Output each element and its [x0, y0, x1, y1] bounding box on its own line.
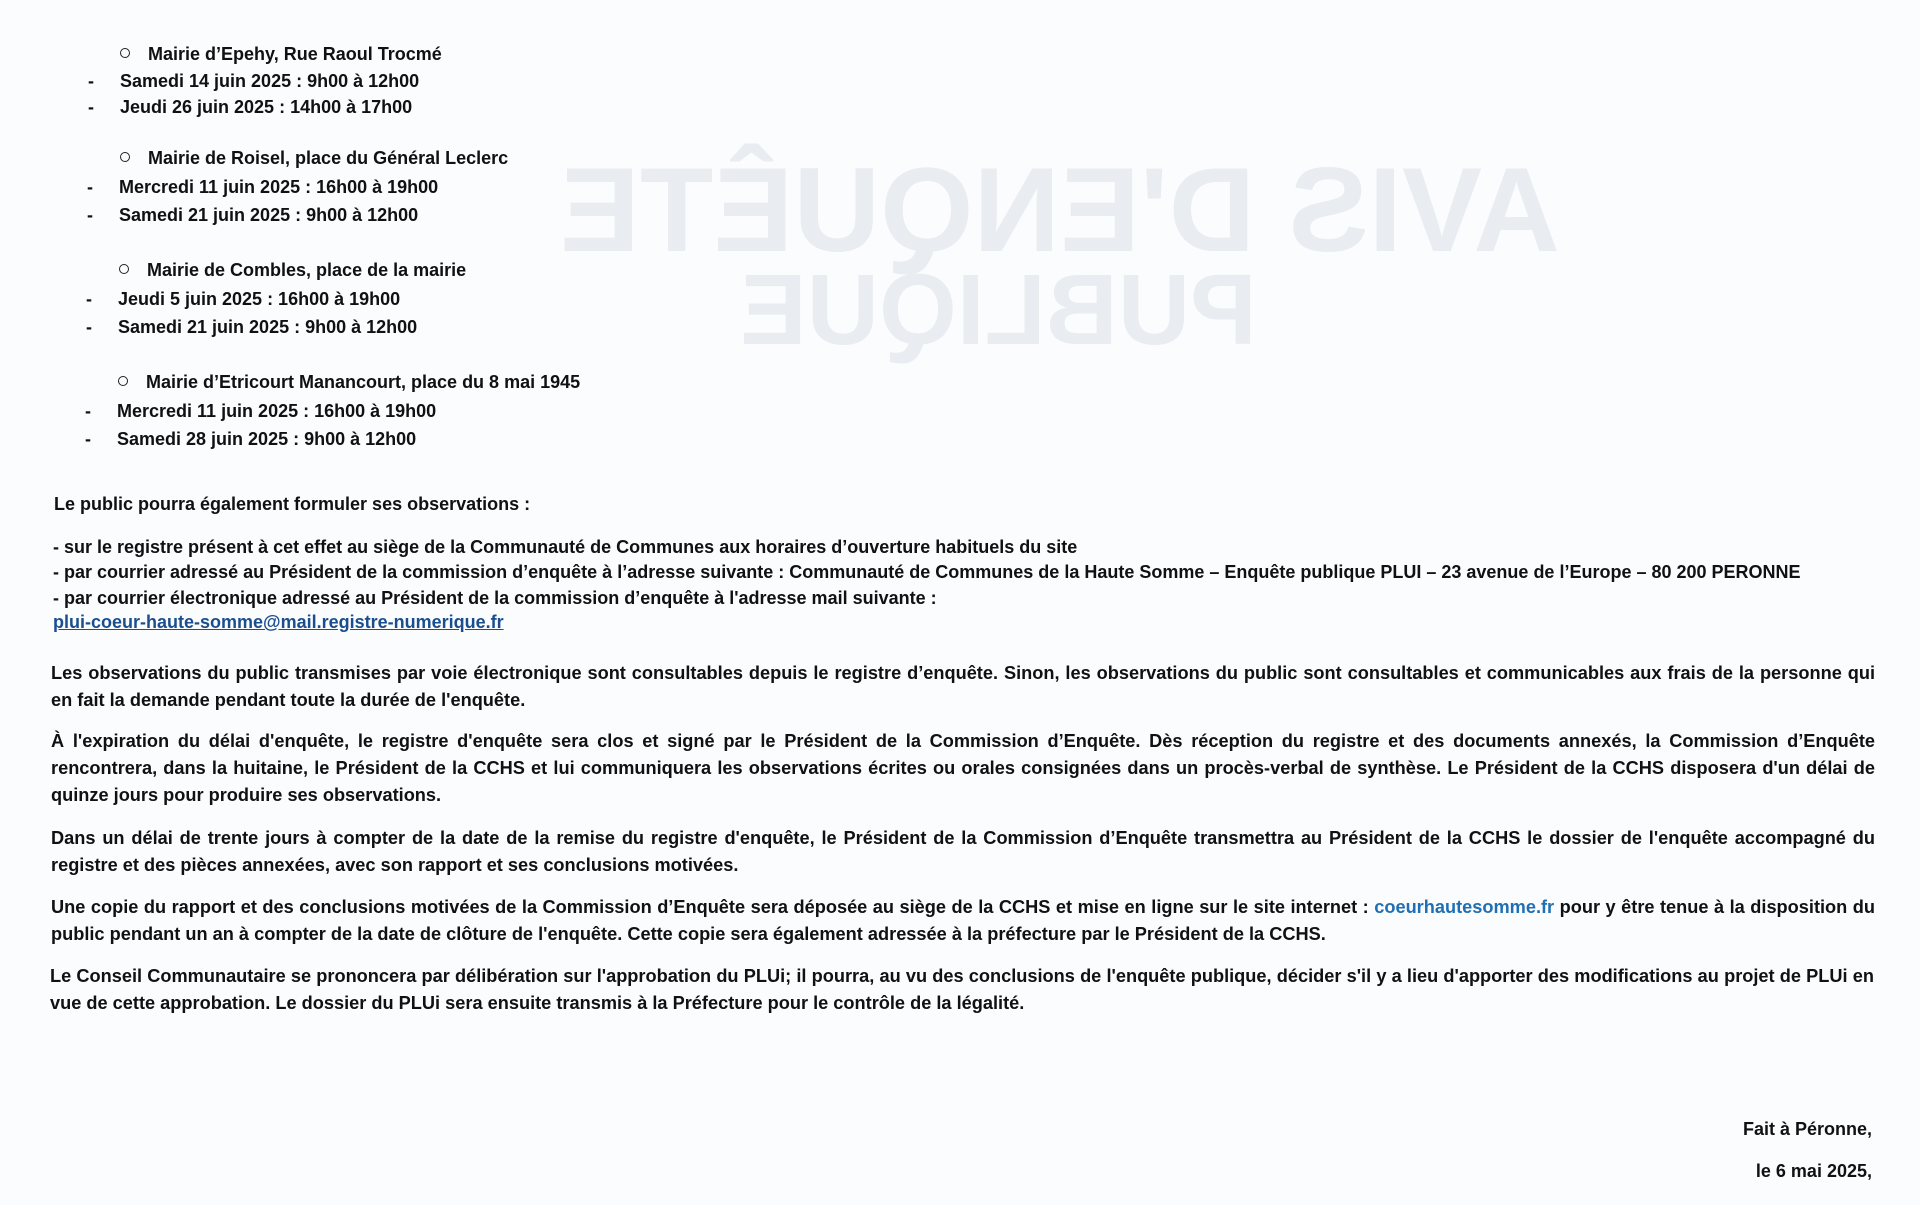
bullet-circle-icon: [118, 376, 128, 386]
observation-item: - par courrier électronique adressé au Président de la commission d’enquête à l'adresse mail suivante :: [53, 588, 937, 608]
ghost-showthrough-title: AVIS D'ENQUÊTE: [560, 143, 1560, 277]
location-date: - Samedi 21 juin 2025 : 9h00 à 12h00: [86, 317, 418, 337]
ghost-showthrough-subtitle: PUBLIQUE: [740, 254, 1257, 366]
location-place-4: Mairie d’Etricourt Manancourt, place du 8 mai 1945: [118, 371, 580, 393]
location-date: - Jeudi 5 juin 2025 : 16h00 à 19h00: [86, 289, 401, 309]
signature-date: le 6 mai 2025,: [1755, 1161, 1872, 1181]
bullet-circle-icon: [120, 152, 130, 162]
signature-place: Fait à Péronne,: [1742, 1119, 1872, 1139]
location-date: - Mercredi 11 juin 2025 : 16h00 à 19h00: [85, 401, 437, 421]
location-date: - Samedi 14 juin 2025 : 9h00 à 12h00: [88, 71, 420, 91]
website-link[interactable]: coeurhautesomme.fr: [1374, 897, 1555, 917]
location-date: - Mercredi 11 juin 2025 : 16h00 à 19h00: [87, 177, 439, 197]
observation-item: - sur le registre présent à cet effet au siège de la Communauté de Communes aux horaires d’ouverture habituels du site: [53, 537, 1078, 557]
location-date: - Samedi 21 juin 2025 : 9h00 à 12h00: [87, 205, 419, 225]
location-place-1: Mairie d’Epehy, Rue Raoul Trocmé: [120, 43, 442, 65]
bullet-circle-icon: [119, 264, 129, 274]
paragraph-report-transmission: Dans un délai de trente jours à compter de la date de la remise du registre d'enquête, le Président de la Commission d’Enquête transmettra au Président de la CCHS le dossier de l'enquête accompagné du registre et des pièces annexées, avec son rapport et ses conclusions motivées.: [51, 828, 1875, 875]
location-place-3: Mairie de Combles, place de la mairie: [119, 259, 466, 281]
paragraph-registry-closing: À l'expiration du délai d'enquête, le registre d'enquête sera clos et signé par le Président de la Commission d’Enquête. Dès réception du registre et des documents annexés, la Commission d’Enquête rencontrera, dans la huitaine, le Président de la CCHS et lui communiquera les observations écrites ou orales consignées dans un procès-verbal de synthèse. Le Président de la CCHS disposera d'un délai de quinze jours pour produire ses observations.: [51, 731, 1875, 805]
email-link[interactable]: plui-coeur-haute-somme@mail.registre-numerique.fr: [53, 612, 504, 632]
location-date: - Samedi 28 juin 2025 : 9h00 à 12h00: [85, 429, 417, 449]
paragraph-report-copy: Une copie du rapport et des conclusions motivées de la Commission d’Enquête sera déposée au siège de la CCHS et mise en ligne sur le site internet : coeurhautesomme.fr pour y être tenue à la disposition du public pendant un an à compter de la date de clôture de l'enquête. Cette copie sera également adressée à la préfecture par le Président de la CCHS.: [51, 897, 1875, 944]
bullet-circle-icon: [120, 48, 130, 58]
location-date: - Jeudi 26 juin 2025 : 14h00 à 17h00: [88, 97, 413, 117]
paragraph-council-approval: Le Conseil Communautaire se prononcera par délibération sur l'approbation du PLUi; il pourra, au vu des conclusions de l'enquête publique, décider s'il y a lieu d'apporter des modifications au projet de PLUi en vue de cette approbation. Le dossier du PLUi sera ensuite transmis à la Préfecture pour le contrôle de la légalité.: [50, 966, 1874, 1013]
observations-intro: Le public pourra également formuler ses observations :: [54, 494, 531, 514]
paragraph-electronic-observations: Les observations du public transmises par voie électronique sont consultables depuis le registre d’enquête. Sinon, les observations du public sont consultables et communicables aux frais de la personne qui en fait la demande pendant toute la durée de l'enquête.: [51, 663, 1875, 710]
location-place-2: Mairie de Roisel, place du Général Leclerc: [120, 147, 508, 169]
observation-item: - par courrier adressé au Président de la commission d’enquête à l’adresse suivante : Communauté de Communes de la Haute Somme – Enquête publique PLUI – 23 avenue de l’Europe – 80 200 PERONNE: [53, 562, 1801, 582]
